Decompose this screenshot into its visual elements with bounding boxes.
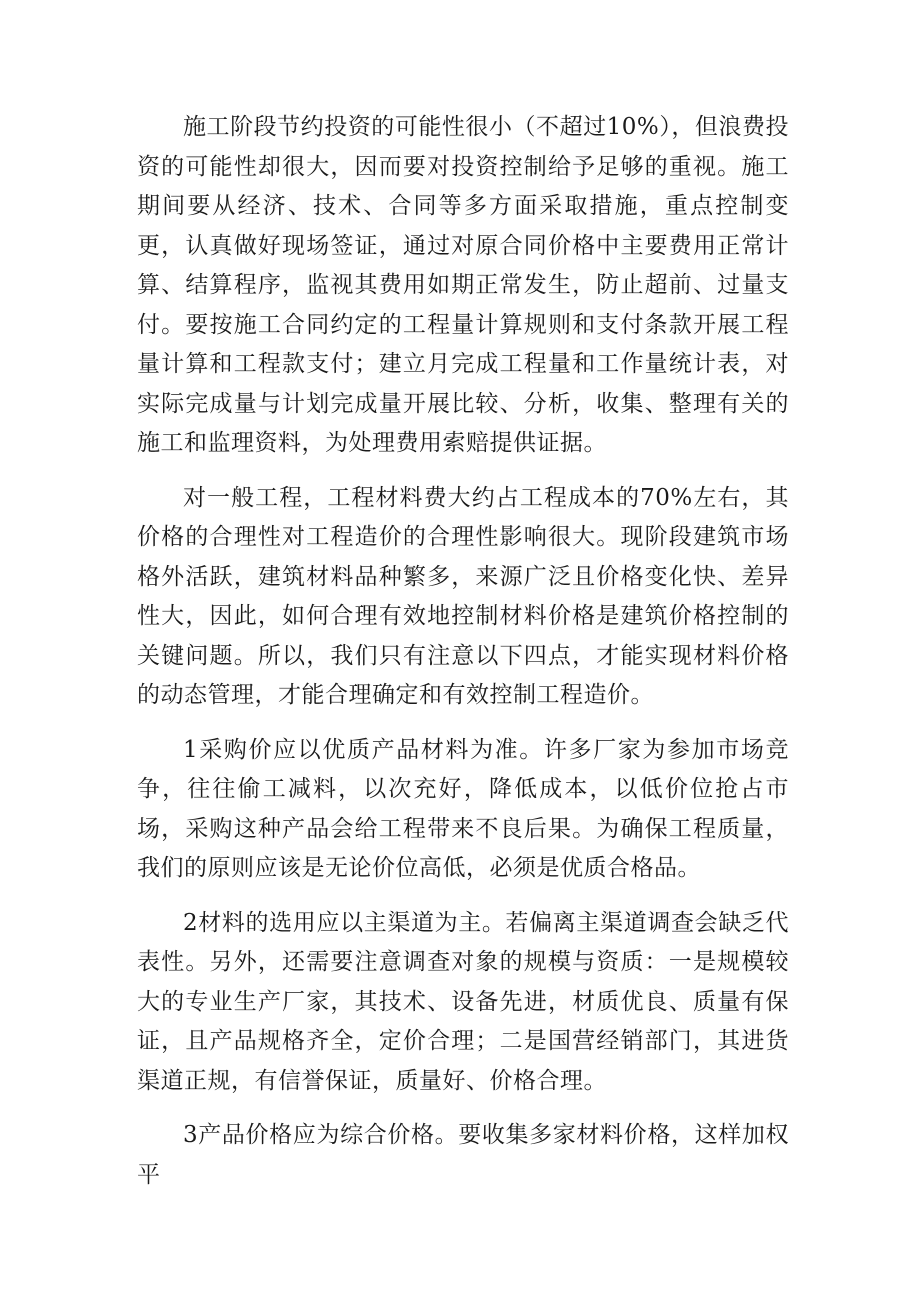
paragraph-investment-control: 施工阶段节约投资的可能性很小（不超过10%），但浪费投资的可能性却很大，因而要对投资控制给予足够的重视。施工期间要从经济、技术、合同等多方面采取措施，重点控制变更，认真做好现场签证，通过对原合同价格中主要费用正常计算、结算程序，监视其费用如期正常发生，防止超前、过量支付。要按施工合同约定的工程量计算规则和支付条款开展工程量计算和工程款支付；建立月完成工程量和工作量统计表，对实际完成量与计划完成量开展比较、分析，收集、整理有关的施工和监理资料，为处理费用索赔提供证据。 bbox=[137, 114, 789, 456]
paragraph-material-cost: 对一般工程，工程材料费大约占工程成本的70%左右，其价格的合理性对工程造价的合理性影响很大。现阶段建筑市场格外活跃，建筑材料品种繁多，来源广泛且价格变化快、差异性大，因此，如何合理有效地控制材料价格是建筑价格控制的关键问题。所以，我们只有注意以下四点，才能实现材料价格的动态管理，才能合理确定和有效控制工程造价。 bbox=[137, 484, 789, 708]
paragraph-point-3-pricing: 3产品价格应为综合价格。要收集多家材料价格，这样加权平 bbox=[137, 1122, 789, 1188]
paragraph-point-2-channels: 2材料的选用应以主渠道为主。若偏离主渠道调查会缺乏代表性。另外，还需要注意调查对象的规模与资质：一是规模较大的专业生产厂家，其技术、设备先进，材质优良、质量有保证，且产品规格齐全，定价合理；二是国营经销部门，其进货渠道正规，有信誉保证，质量好、价格合理。 bbox=[137, 909, 789, 1094]
paragraph-point-1-procurement: 1采购价应以优质产品材料为准。许多厂家为参加市场竞争，往往偷工减料，以次充好，降低成本，以低价位抢占市场，采购这种产品会给工程带来不良后果。为确保工程质量，我们的原则应该是无论价位高低，必须是优质合格品。 bbox=[137, 736, 789, 881]
document-body bbox=[137, 108, 789, 1210]
